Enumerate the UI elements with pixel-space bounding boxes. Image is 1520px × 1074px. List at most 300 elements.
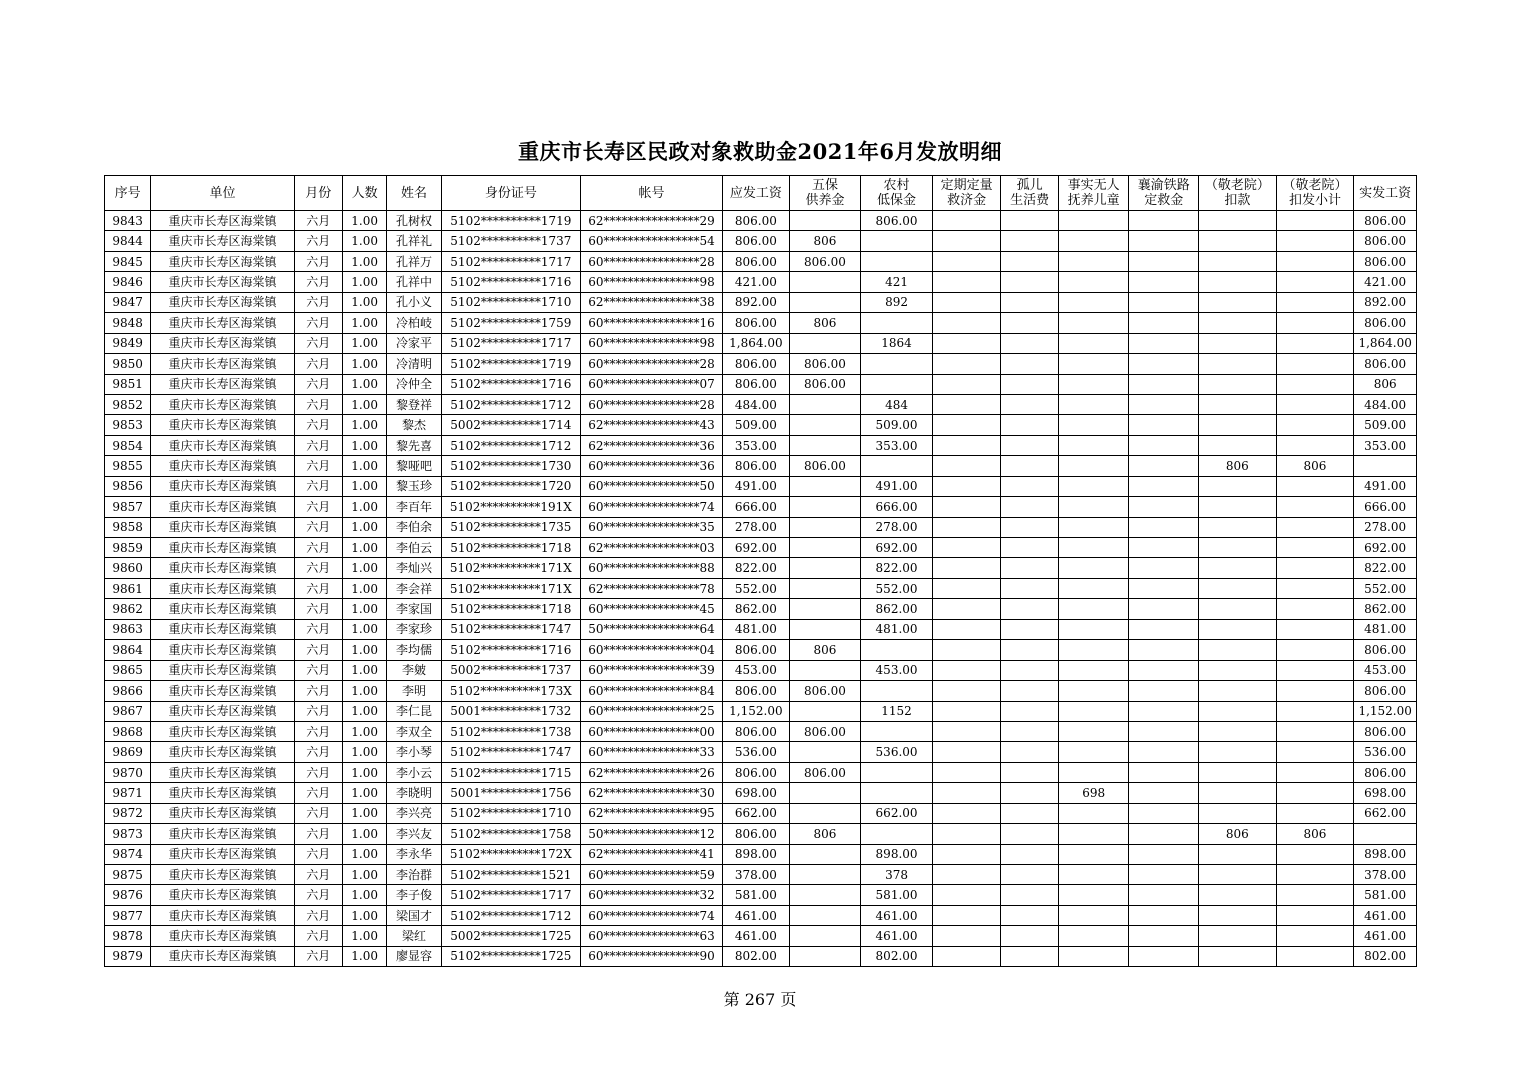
table-cell (1058, 394, 1129, 414)
table-cell: 806.00 (723, 211, 790, 231)
table-cell (932, 742, 1001, 762)
table-cell: 666.00 (1354, 497, 1417, 517)
table-cell: 806.00 (1354, 640, 1417, 660)
table-cell: 李子俊 (387, 885, 441, 905)
table-cell (1058, 926, 1129, 946)
table-cell (1276, 415, 1354, 435)
column-header: 单位 (151, 176, 294, 211)
table-cell: 六月 (294, 456, 342, 476)
table-cell: 重庆市长寿区海棠镇 (151, 762, 294, 782)
page-number: 第 267 页 (723, 990, 797, 1009)
table-cell: 1.00 (342, 415, 386, 435)
table-cell: 481.00 (723, 619, 790, 639)
table-cell: 509.00 (861, 415, 933, 435)
table-cell (1001, 926, 1058, 946)
table-cell (789, 497, 861, 517)
table-cell (1058, 211, 1129, 231)
table-cell (1199, 292, 1277, 312)
table-cell: 重庆市长寿区海棠镇 (151, 946, 294, 966)
table-cell: 353.00 (723, 435, 790, 455)
table-cell (1276, 660, 1354, 680)
table-header-row (105, 176, 1417, 211)
table-cell: 9857 (105, 497, 151, 517)
table-cell (1354, 456, 1417, 476)
table-cell (1001, 578, 1058, 598)
table-cell: 六月 (294, 721, 342, 741)
table-cell (1199, 762, 1277, 782)
table-cell: 重庆市长寿区海棠镇 (151, 558, 294, 578)
table-cell (932, 681, 1001, 701)
table-cell: 806.00 (1354, 251, 1417, 271)
table-cell: 5102**********1710 (441, 292, 580, 312)
table-cell (1129, 803, 1199, 823)
table-cell (932, 415, 1001, 435)
table-cell (1001, 211, 1058, 231)
table-cell (1129, 415, 1199, 435)
table-row (105, 251, 1417, 271)
table-cell (1001, 231, 1058, 251)
table-cell: 806.00 (789, 681, 861, 701)
table-cell (1199, 905, 1277, 925)
table-cell: 806.00 (723, 762, 790, 782)
table-cell: 1.00 (342, 681, 386, 701)
table-cell (1001, 497, 1058, 517)
table-cell: 1.00 (342, 905, 386, 925)
table-cell: 1.00 (342, 783, 386, 803)
table-cell (932, 865, 1001, 885)
table-row (105, 578, 1417, 598)
table-cell: 1.00 (342, 313, 386, 333)
table-cell: 重庆市长寿区海棠镇 (151, 721, 294, 741)
table-cell (1276, 803, 1354, 823)
table-cell: 5102**********1718 (441, 538, 580, 558)
table-cell (1058, 619, 1129, 639)
table-row (105, 435, 1417, 455)
table-cell: 重庆市长寿区海棠镇 (151, 824, 294, 844)
table-cell: 9870 (105, 762, 151, 782)
table-cell: 62****************30 (580, 783, 722, 803)
table-cell: 461.00 (723, 926, 790, 946)
table-cell: 重庆市长寿区海棠镇 (151, 599, 294, 619)
table-cell: 60****************98 (580, 333, 722, 353)
table-cell: 60****************00 (580, 721, 722, 741)
table-cell: 692.00 (861, 538, 933, 558)
table-cell: 5102**********1758 (441, 824, 580, 844)
table-cell (1058, 435, 1129, 455)
table-cell (1199, 681, 1277, 701)
table-row (105, 538, 1417, 558)
table-cell (1276, 578, 1354, 598)
table-cell: 9853 (105, 415, 151, 435)
table-cell: 806.00 (789, 721, 861, 741)
table-cell: 453.00 (861, 660, 933, 680)
table-cell: 廖显容 (387, 946, 441, 966)
table-cell (1058, 946, 1129, 966)
table-cell (932, 578, 1001, 598)
table-cell: 60****************74 (580, 905, 722, 925)
table-cell: 806.00 (723, 231, 790, 251)
table-cell: 重庆市长寿区海棠镇 (151, 701, 294, 721)
table-cell (932, 599, 1001, 619)
column-header: 帐号 (580, 176, 722, 211)
table-cell: 662.00 (1354, 803, 1417, 823)
table-cell: 806 (1276, 824, 1354, 844)
table-cell (861, 824, 933, 844)
table-cell: 李百年 (387, 497, 441, 517)
table-cell: 5102**********1712 (441, 394, 580, 414)
table-cell (1276, 599, 1354, 619)
table-cell: 9865 (105, 660, 151, 680)
table-cell (932, 721, 1001, 741)
table-cell: 六月 (294, 640, 342, 660)
relief-payment-table (104, 175, 1417, 967)
table-cell (1276, 211, 1354, 231)
table-cell: 5102**********1737 (441, 231, 580, 251)
table-cell (861, 721, 933, 741)
table-cell (932, 660, 1001, 680)
table-cell: 461.00 (723, 905, 790, 925)
table-cell (789, 599, 861, 619)
table-cell: 60****************33 (580, 742, 722, 762)
table-cell (932, 701, 1001, 721)
table-cell: 9852 (105, 394, 151, 414)
table-cell (789, 394, 861, 414)
table-cell (1058, 313, 1129, 333)
table-cell: 806.00 (789, 374, 861, 394)
table-cell: 9848 (105, 313, 151, 333)
table-cell: 461.00 (861, 905, 933, 925)
table-cell: 60****************36 (580, 456, 722, 476)
table-cell: 六月 (294, 578, 342, 598)
table-cell (789, 926, 861, 946)
table-cell: 冷仲全 (387, 374, 441, 394)
table-cell: 5102**********191X (441, 497, 580, 517)
table-cell (1199, 926, 1277, 946)
table-cell (932, 844, 1001, 864)
table-cell: 892 (861, 292, 933, 312)
table-cell: 5102**********1712 (441, 435, 580, 455)
table-cell (1199, 578, 1277, 598)
column-header: 应发工资 (723, 176, 790, 211)
table-cell (1129, 292, 1199, 312)
table-cell (861, 313, 933, 333)
table-cell: 重庆市长寿区海棠镇 (151, 905, 294, 925)
table-cell (1276, 865, 1354, 885)
table-cell (1001, 865, 1058, 885)
table-cell: 892.00 (1354, 292, 1417, 312)
table-cell (1001, 599, 1058, 619)
table-cell: 重庆市长寿区海棠镇 (151, 272, 294, 292)
table-cell: 重庆市长寿区海棠镇 (151, 435, 294, 455)
table-cell: 5102**********1717 (441, 885, 580, 905)
table-cell: 5002**********1737 (441, 660, 580, 680)
table-cell: 5102**********1747 (441, 619, 580, 639)
table-cell (1129, 762, 1199, 782)
table-cell (861, 456, 933, 476)
table-cell (1001, 783, 1058, 803)
table-cell: 802.00 (723, 946, 790, 966)
table-cell: 重庆市长寿区海棠镇 (151, 333, 294, 353)
table-cell: 李兴友 (387, 824, 441, 844)
table-cell (1276, 435, 1354, 455)
table-cell: 1.00 (342, 435, 386, 455)
column-header: （敬老院） 扣发小计 (1276, 176, 1354, 211)
table-cell (1199, 517, 1277, 537)
table-row (105, 762, 1417, 782)
table-cell (1199, 783, 1277, 803)
table-cell: 806 (789, 313, 861, 333)
table-cell: 六月 (294, 905, 342, 925)
table-row (105, 231, 1417, 251)
table-cell (1129, 354, 1199, 374)
table-cell (789, 272, 861, 292)
table-cell (1058, 824, 1129, 844)
table-cell (789, 333, 861, 353)
table-cell: 698.00 (1354, 783, 1417, 803)
table-cell: 1.00 (342, 721, 386, 741)
table-cell (1058, 251, 1129, 271)
table-cell (1199, 211, 1277, 231)
table-cell: 62****************26 (580, 762, 722, 782)
table-cell: 481.00 (1354, 619, 1417, 639)
table-cell: 806.00 (1354, 681, 1417, 701)
table-cell: 60****************28 (580, 251, 722, 271)
table-cell (1276, 742, 1354, 762)
table-cell: 重庆市长寿区海棠镇 (151, 231, 294, 251)
table-row (105, 497, 1417, 517)
table-row (105, 517, 1417, 537)
table-cell: 806.00 (789, 456, 861, 476)
table-cell (932, 640, 1001, 660)
table-cell (1199, 415, 1277, 435)
table-cell: 重庆市长寿区海棠镇 (151, 497, 294, 517)
table-cell: 黎先喜 (387, 435, 441, 455)
table-cell: 李兴亮 (387, 803, 441, 823)
table-cell: 冷家平 (387, 333, 441, 353)
table-cell (1129, 497, 1199, 517)
table-cell: 9861 (105, 578, 151, 598)
table-cell: 六月 (294, 681, 342, 701)
table-cell (789, 783, 861, 803)
table-cell: 重庆市长寿区海棠镇 (151, 681, 294, 701)
table-cell (932, 394, 1001, 414)
table-cell: 李治群 (387, 865, 441, 885)
table-cell: 重庆市长寿区海棠镇 (151, 660, 294, 680)
table-cell: 5102**********1735 (441, 517, 580, 537)
table-cell: 5102**********171X (441, 578, 580, 598)
table-cell (1129, 313, 1199, 333)
table-cell (1058, 599, 1129, 619)
table-cell: 重庆市长寿区海棠镇 (151, 313, 294, 333)
table-cell (1199, 640, 1277, 660)
table-cell: 5102**********1747 (441, 742, 580, 762)
table-cell: 9864 (105, 640, 151, 660)
table-cell (1001, 640, 1058, 660)
table-cell: 50****************64 (580, 619, 722, 639)
table-row (105, 742, 1417, 762)
table-cell: 重庆市长寿区海棠镇 (151, 783, 294, 803)
table-cell (1001, 701, 1058, 721)
table-cell (932, 374, 1001, 394)
table-cell (1276, 885, 1354, 905)
table-cell: 536.00 (1354, 742, 1417, 762)
table-cell: 62****************78 (580, 578, 722, 598)
table-cell (1001, 660, 1058, 680)
column-header: 五保 供养金 (789, 176, 861, 211)
table-cell (1199, 394, 1277, 414)
table-cell: 孔小义 (387, 292, 441, 312)
table-cell: 六月 (294, 660, 342, 680)
table-cell (1276, 251, 1354, 271)
table-cell: 9872 (105, 803, 151, 823)
table-cell: 806.00 (1354, 231, 1417, 251)
table-cell: 898.00 (861, 844, 933, 864)
table-cell: 60****************54 (580, 231, 722, 251)
table-cell: 重庆市长寿区海棠镇 (151, 517, 294, 537)
table-cell: 581.00 (1354, 885, 1417, 905)
table-cell (1001, 619, 1058, 639)
table-cell: 1.00 (342, 251, 386, 271)
table-cell (1129, 456, 1199, 476)
table-cell (1129, 844, 1199, 864)
table-cell (1129, 640, 1199, 660)
table-cell: 六月 (294, 865, 342, 885)
table-cell: 李双全 (387, 721, 441, 741)
table-cell (1129, 681, 1199, 701)
table-cell: 孔树权 (387, 211, 441, 231)
table-cell (1058, 456, 1129, 476)
table-cell: 5002**********1725 (441, 926, 580, 946)
table-cell (932, 456, 1001, 476)
table-cell (789, 905, 861, 925)
table-cell: 60****************98 (580, 272, 722, 292)
table-cell (1001, 374, 1058, 394)
table-row (105, 946, 1417, 966)
table-cell (1199, 435, 1277, 455)
table-cell: 5102**********1521 (441, 865, 580, 885)
column-header: 孤儿 生活费 (1001, 176, 1058, 211)
table-cell: 9878 (105, 926, 151, 946)
column-header: 襄渝铁路 定救金 (1129, 176, 1199, 211)
table-cell: 重庆市长寿区海棠镇 (151, 211, 294, 231)
table-cell: 1.00 (342, 538, 386, 558)
table-cell: 9845 (105, 251, 151, 271)
table-cell (1199, 844, 1277, 864)
table-cell (1058, 476, 1129, 496)
table-cell: 5102**********1738 (441, 721, 580, 741)
table-cell (789, 946, 861, 966)
table-cell: 1.00 (342, 599, 386, 619)
table-cell (1129, 599, 1199, 619)
table-cell: 802.00 (861, 946, 933, 966)
table-cell: 1.00 (342, 211, 386, 231)
table-cell (932, 762, 1001, 782)
table-cell (1001, 435, 1058, 455)
table-cell: 5102**********1716 (441, 640, 580, 660)
table-cell: 六月 (294, 599, 342, 619)
table-cell: 六月 (294, 783, 342, 803)
table-cell: 806 (1199, 456, 1277, 476)
table-cell (1001, 313, 1058, 333)
table-cell: 六月 (294, 292, 342, 312)
table-cell: 梁国才 (387, 905, 441, 925)
table-cell (932, 251, 1001, 271)
table-row (105, 619, 1417, 639)
table-cell (932, 558, 1001, 578)
table-cell (1199, 721, 1277, 741)
table-cell: 1.00 (342, 762, 386, 782)
table-cell: 536.00 (723, 742, 790, 762)
table-cell: 60****************35 (580, 517, 722, 537)
table-cell: 六月 (294, 415, 342, 435)
table-cell (1276, 231, 1354, 251)
table-cell (1001, 803, 1058, 823)
table-cell (1058, 701, 1129, 721)
table-cell: 重庆市长寿区海棠镇 (151, 374, 294, 394)
table-cell: 421 (861, 272, 933, 292)
table-cell: 5102**********173X (441, 681, 580, 701)
table-cell: 491.00 (1354, 476, 1417, 496)
table-cell (932, 211, 1001, 231)
table-cell: 1.00 (342, 272, 386, 292)
table-cell (1129, 783, 1199, 803)
table-cell: 491.00 (723, 476, 790, 496)
table-cell: 9860 (105, 558, 151, 578)
table-cell (1276, 946, 1354, 966)
page-title: 重庆市长寿区民政对象救助金2021年6月发放明细 (517, 139, 1003, 164)
table-cell: 六月 (294, 394, 342, 414)
table-cell: 806.00 (789, 354, 861, 374)
table-row (105, 885, 1417, 905)
table-cell (1058, 905, 1129, 925)
table-cell (1129, 701, 1199, 721)
table-cell: 1,864.00 (1354, 333, 1417, 353)
table-cell: 1.00 (342, 619, 386, 639)
table-cell (789, 865, 861, 885)
table-cell: 62****************03 (580, 538, 722, 558)
column-header: 身份证号 (441, 176, 580, 211)
table-row (105, 374, 1417, 394)
table-cell (1129, 272, 1199, 292)
table-cell (861, 681, 933, 701)
table-cell (932, 517, 1001, 537)
table-cell: 李家国 (387, 599, 441, 619)
table-cell (1001, 905, 1058, 925)
table-cell: 9862 (105, 599, 151, 619)
table-cell: 484 (861, 394, 933, 414)
table-cell (1276, 497, 1354, 517)
table-cell (1001, 272, 1058, 292)
table-cell: 9844 (105, 231, 151, 251)
table-cell: 892.00 (723, 292, 790, 312)
table-cell (932, 538, 1001, 558)
table-cell: 698.00 (723, 783, 790, 803)
table-cell (932, 354, 1001, 374)
table-cell (1276, 721, 1354, 741)
table-cell (861, 354, 933, 374)
table-cell (861, 374, 933, 394)
table-cell (1276, 783, 1354, 803)
table-cell: 806.00 (723, 456, 790, 476)
table-cell (1058, 742, 1129, 762)
table-cell (1199, 272, 1277, 292)
table-cell: 62****************41 (580, 844, 722, 864)
table-cell (932, 333, 1001, 353)
table-cell: 重庆市长寿区海棠镇 (151, 354, 294, 374)
table-cell: 484.00 (1354, 394, 1417, 414)
table-cell: 60****************84 (580, 681, 722, 701)
table-cell: 461.00 (1354, 926, 1417, 946)
